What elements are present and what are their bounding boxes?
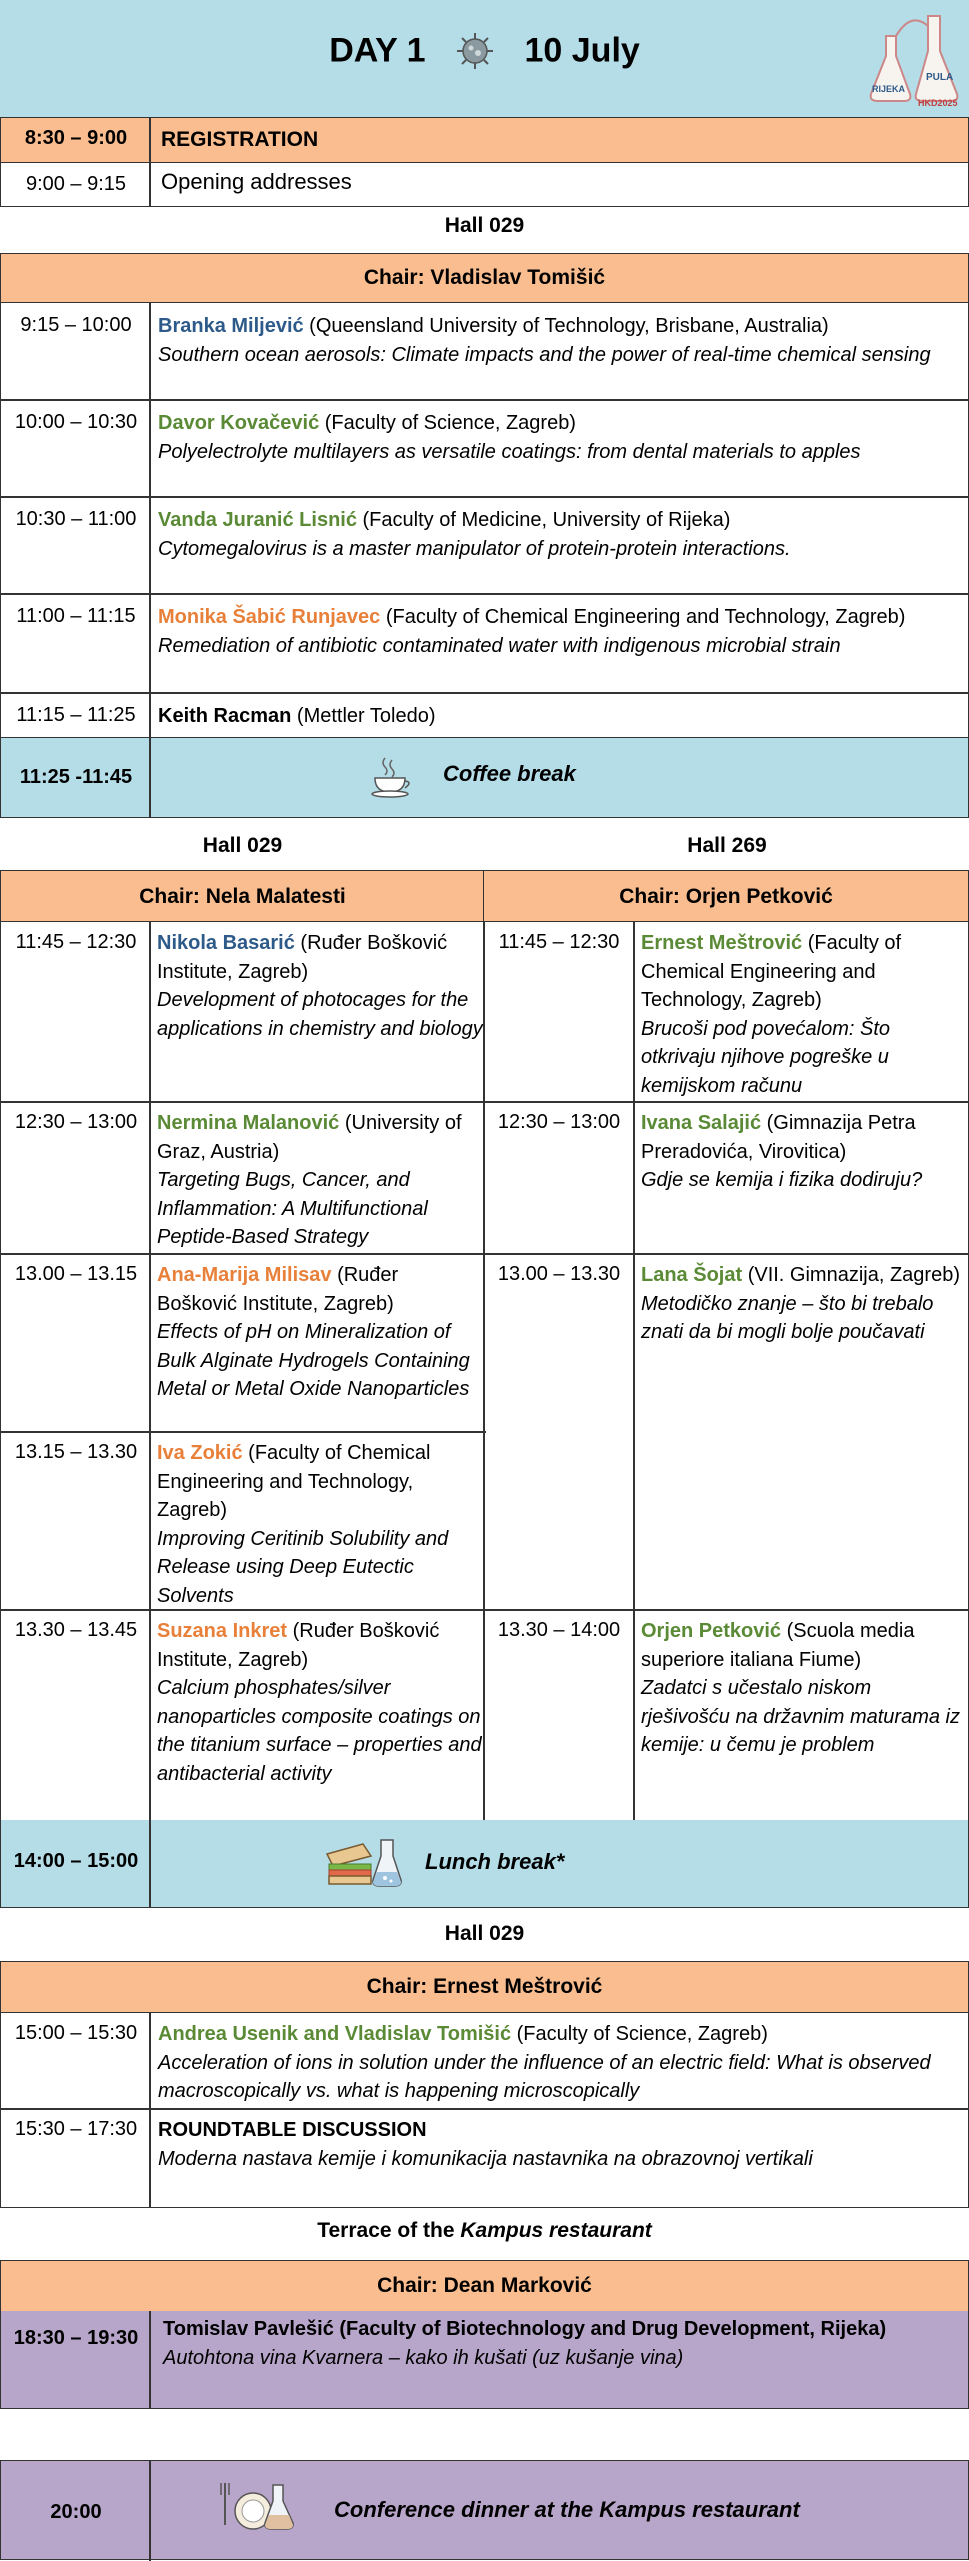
wine-talk bbox=[163, 2315, 963, 2372]
chair-right: Chair: Orjen Petković bbox=[483, 870, 969, 922]
left-session-table bbox=[0, 921, 485, 1821]
registration-time: 8:30 – 9:00 bbox=[24, 127, 128, 149]
talk-time: 9:15 – 10:00 bbox=[20, 314, 132, 336]
hall-left-heading: Hall 029 bbox=[202, 834, 283, 857]
dinner-label: Conference dinner at the Kampus restaurant bbox=[334, 2497, 800, 2522]
talk bbox=[158, 702, 963, 731]
talk bbox=[157, 929, 483, 1043]
talk bbox=[158, 506, 963, 563]
speaker-name: Ernest Meštrović bbox=[641, 932, 803, 954]
day-title bbox=[0, 30, 969, 71]
speaker-name: Iva Zokić bbox=[157, 1442, 243, 1464]
session1-table bbox=[0, 302, 969, 738]
talk bbox=[157, 1617, 483, 1788]
talk-title: Improving Ceritinib Solubility and Release using Deep Eutectic Solvents bbox=[157, 1527, 449, 1607]
talk-time: 11:15 – 11:25 bbox=[16, 704, 136, 726]
talk-time: 11:45 – 12:30 bbox=[498, 931, 620, 953]
talk-title: Polyelectrolyte multilayers as versatile coatings: from dental materials to apples bbox=[158, 440, 861, 463]
speaker-name: Orjen Petković bbox=[641, 1620, 782, 1642]
terrace-heading bbox=[0, 2219, 969, 2243]
hall-right-heading: Hall 269 bbox=[687, 834, 767, 857]
speaker-name: Suzana Inkret bbox=[157, 1620, 288, 1642]
speaker-affiliation: (Faculty of Chemical Engineering and Technology, Zagreb) bbox=[641, 932, 902, 1011]
coffee-time: 11:25 -11:45 bbox=[19, 766, 133, 788]
talk-time: 10:30 – 11:00 bbox=[15, 508, 137, 530]
registration-row bbox=[0, 118, 969, 163]
talk-title: Remediation of antibiotic contaminated water with indigenous microbial strain bbox=[158, 634, 841, 657]
talk-title: Effects of pH on Mineralization of Bulk Alginate Hydrogels Containing Metal or Metal Oxide Nanoparticles bbox=[157, 1321, 470, 1400]
talk-title: Zadatci s učestalo niskom rješivošću na državnim maturama iz kemije: u čemu je problem bbox=[641, 1677, 960, 1756]
session3-table bbox=[0, 2012, 969, 2208]
coffee-label: Coffee break bbox=[443, 761, 576, 786]
speaker-affiliation: (Faculty of Science, Zagreb) bbox=[319, 412, 576, 434]
speaker-affiliation: (Faculty of Chemical Engineering and Technology, Zagreb) bbox=[157, 1442, 431, 1521]
speaker-affiliation: (Ruđer Bošković Institute, Zagreb) bbox=[157, 1620, 440, 1671]
talk-time: 13.00 – 13.30 bbox=[497, 1263, 621, 1285]
conference-logo bbox=[866, 6, 961, 111]
speaker-name: Nermina Malanović bbox=[157, 1112, 340, 1134]
talk bbox=[641, 1109, 963, 1195]
speaker-affiliation: (Gimnazija Petra Preradovića, Virovitica) bbox=[641, 1112, 916, 1163]
talk-time: 15:30 – 17:30 bbox=[14, 2118, 138, 2140]
talk-time: 13.30 – 14:00 bbox=[497, 1619, 621, 1641]
speaker-name: Monika Šabić Runjavec bbox=[158, 606, 381, 628]
speaker-name: Ivana Salajić bbox=[641, 1112, 762, 1134]
talk-time: 10:00 – 10:30 bbox=[14, 411, 138, 433]
lunch-icon bbox=[323, 1834, 403, 1895]
roundtable-label: ROUNDTABLE DISCUSSION bbox=[158, 2119, 427, 2141]
talk-time: 13.00 – 13.15 bbox=[14, 1263, 138, 1285]
talk-time: 13.15 – 13.30 bbox=[14, 1441, 138, 1463]
talk bbox=[157, 1109, 486, 1252]
talk-title: Targeting Bugs, Cancer, and Inflammation: A Multifunctional Peptide-Based Strategy bbox=[157, 1169, 428, 1248]
speaker-name: Ana-Marija Milisav bbox=[157, 1264, 332, 1286]
coffee-break-row bbox=[0, 738, 969, 818]
speaker-name: Nikola Basarić bbox=[157, 932, 295, 954]
lunch-break-row bbox=[0, 1820, 969, 1908]
talk-title: Cytomegalovirus is a master manipulator of protein-protein interactions. bbox=[158, 537, 791, 560]
hall-heading: Hall 029 bbox=[444, 214, 525, 237]
talk bbox=[157, 1439, 483, 1610]
speaker-name: Davor Kovačević bbox=[158, 412, 320, 434]
talk-title: Moderna nastava kemije i komunikacija nastavnika na obrazovnoj vertikali bbox=[158, 2147, 813, 2170]
logo-text-year: HKD2025 bbox=[918, 98, 958, 108]
speaker-name: Branka Miljević bbox=[158, 315, 304, 337]
day-label: DAY 1 bbox=[329, 31, 426, 70]
date-label: 10 July bbox=[524, 31, 640, 70]
talk bbox=[641, 929, 963, 1100]
talk bbox=[158, 312, 963, 369]
talk-title: Metodičko znanje – što bi trebalo znati da bi mogli bolje poučavati bbox=[641, 1292, 934, 1343]
right-session-table bbox=[483, 921, 969, 1821]
speaker-affiliation: (VII. Gimnazija, Zagreb) bbox=[742, 1264, 960, 1286]
talk-title: Development of photocages for the applications in chemistry and biology bbox=[157, 989, 483, 1040]
speaker-name: Lana Šojat bbox=[641, 1264, 743, 1286]
talk-time: 15:00 – 15:30 bbox=[14, 2022, 138, 2044]
speaker-affiliation: (University of Graz, Austria) bbox=[157, 1112, 462, 1163]
talk-title: Calcium phosphates/silver nanoparticles composite coatings on the titanium surface – properties and antibacterial activity bbox=[157, 1677, 482, 1785]
chair-row: Chair: Dean Marković bbox=[0, 2260, 969, 2312]
talk bbox=[158, 2020, 963, 2106]
logo-text-pula: PULA bbox=[926, 72, 954, 83]
talk-title: Autohtona vina Kvarnera – kako ih kušati (uz kušanje vina) bbox=[163, 2346, 684, 2369]
speaker-affiliation: (Ruđer Bošković Institute, Zagreb) bbox=[157, 932, 448, 983]
day-header bbox=[0, 0, 969, 118]
talk bbox=[157, 1261, 483, 1404]
talk-title: Gdje se kemija i fizika dodiruju? bbox=[641, 1169, 923, 1191]
speaker-affiliation: (Mettler Toledo) bbox=[291, 705, 436, 727]
talk bbox=[158, 2116, 963, 2173]
chair-row: Chair: Vladislav Tomišić bbox=[0, 253, 969, 303]
terrace-venue: Kampus restaurant bbox=[460, 2219, 652, 2242]
hall-heading: Hall 029 bbox=[444, 1922, 525, 1945]
speaker-affiliation: (Scuola media superiore italiana Fiume) bbox=[641, 1620, 915, 1671]
talk-time: 11:00 – 11:15 bbox=[16, 605, 136, 627]
speaker-affiliation: (Faculty of Medicine, University of Rijeka) bbox=[356, 509, 731, 531]
opening-label: Opening addresses bbox=[161, 169, 352, 194]
wine-session-row bbox=[0, 2311, 969, 2409]
speaker-affiliation: (Faculty of Chemical Engineering and Technology, Zagreb) bbox=[380, 606, 906, 628]
speaker-name: Andrea Usenik and Vladislav Tomišić bbox=[158, 2023, 512, 2045]
talk-title: Brucoši pod povećalom: Što otkrivaju njihove pogreške u kemijskom računu bbox=[641, 1017, 891, 1097]
wine-time: 18:30 – 19:30 bbox=[13, 2327, 139, 2349]
speaker-affiliation: (Faculty of Science, Zagreb) bbox=[511, 2023, 768, 2045]
talk bbox=[641, 1617, 963, 1760]
talk-time: 12:30 – 13:00 bbox=[14, 1111, 138, 1133]
registration-label: REGISTRATION bbox=[161, 128, 319, 151]
dinner-time: 20:00 bbox=[50, 2501, 102, 2523]
dinner-icon bbox=[219, 2477, 299, 2540]
talk-title: Acceleration of ions in solution under the influence of an electric field: What is observed macroscopically vs. what is happening microscopically bbox=[158, 2051, 931, 2102]
talk-title: Southern ocean aerosols: Climate impacts and the power of real-time chemical sensing bbox=[158, 343, 931, 366]
virus-icon bbox=[455, 31, 495, 71]
chair-left: Chair: Nela Malatesti bbox=[0, 870, 485, 922]
opening-time: 9:00 – 9:15 bbox=[25, 173, 127, 195]
dinner-row bbox=[0, 2460, 969, 2560]
terrace-prefix: Terrace of the bbox=[317, 2219, 461, 2242]
talk-time: 13.30 – 13.45 bbox=[14, 1619, 138, 1641]
speaker-affiliation: (Ruđer Bošković Institute, Zagreb) bbox=[157, 1264, 399, 1315]
opening-row bbox=[0, 162, 969, 207]
talk bbox=[641, 1261, 963, 1347]
talk-time: 11:45 – 12:30 bbox=[15, 931, 137, 953]
lunch-label: Lunch break* bbox=[425, 1849, 565, 1874]
speaker-name: Vanda Juranić Lisnić bbox=[158, 509, 357, 531]
talk bbox=[158, 603, 963, 660]
speaker-name: Keith Racman bbox=[158, 705, 292, 727]
speaker-name: Tomislav Pavlešić (Faculty of Biotechnology and Drug Development, Rijeka) bbox=[163, 2318, 887, 2340]
logo-text-rijeka: RIJEKA bbox=[872, 84, 906, 94]
talk-time: 12:30 – 13:00 bbox=[497, 1111, 621, 1133]
coffee-cup-icon bbox=[369, 754, 415, 803]
chair-row: Chair: Ernest Meštrović bbox=[0, 1961, 969, 2013]
speaker-affiliation: (Queensland University of Technology, Brisbane, Australia) bbox=[303, 315, 829, 337]
lunch-time: 14:00 – 15:00 bbox=[13, 1850, 139, 1872]
talk bbox=[158, 409, 963, 466]
